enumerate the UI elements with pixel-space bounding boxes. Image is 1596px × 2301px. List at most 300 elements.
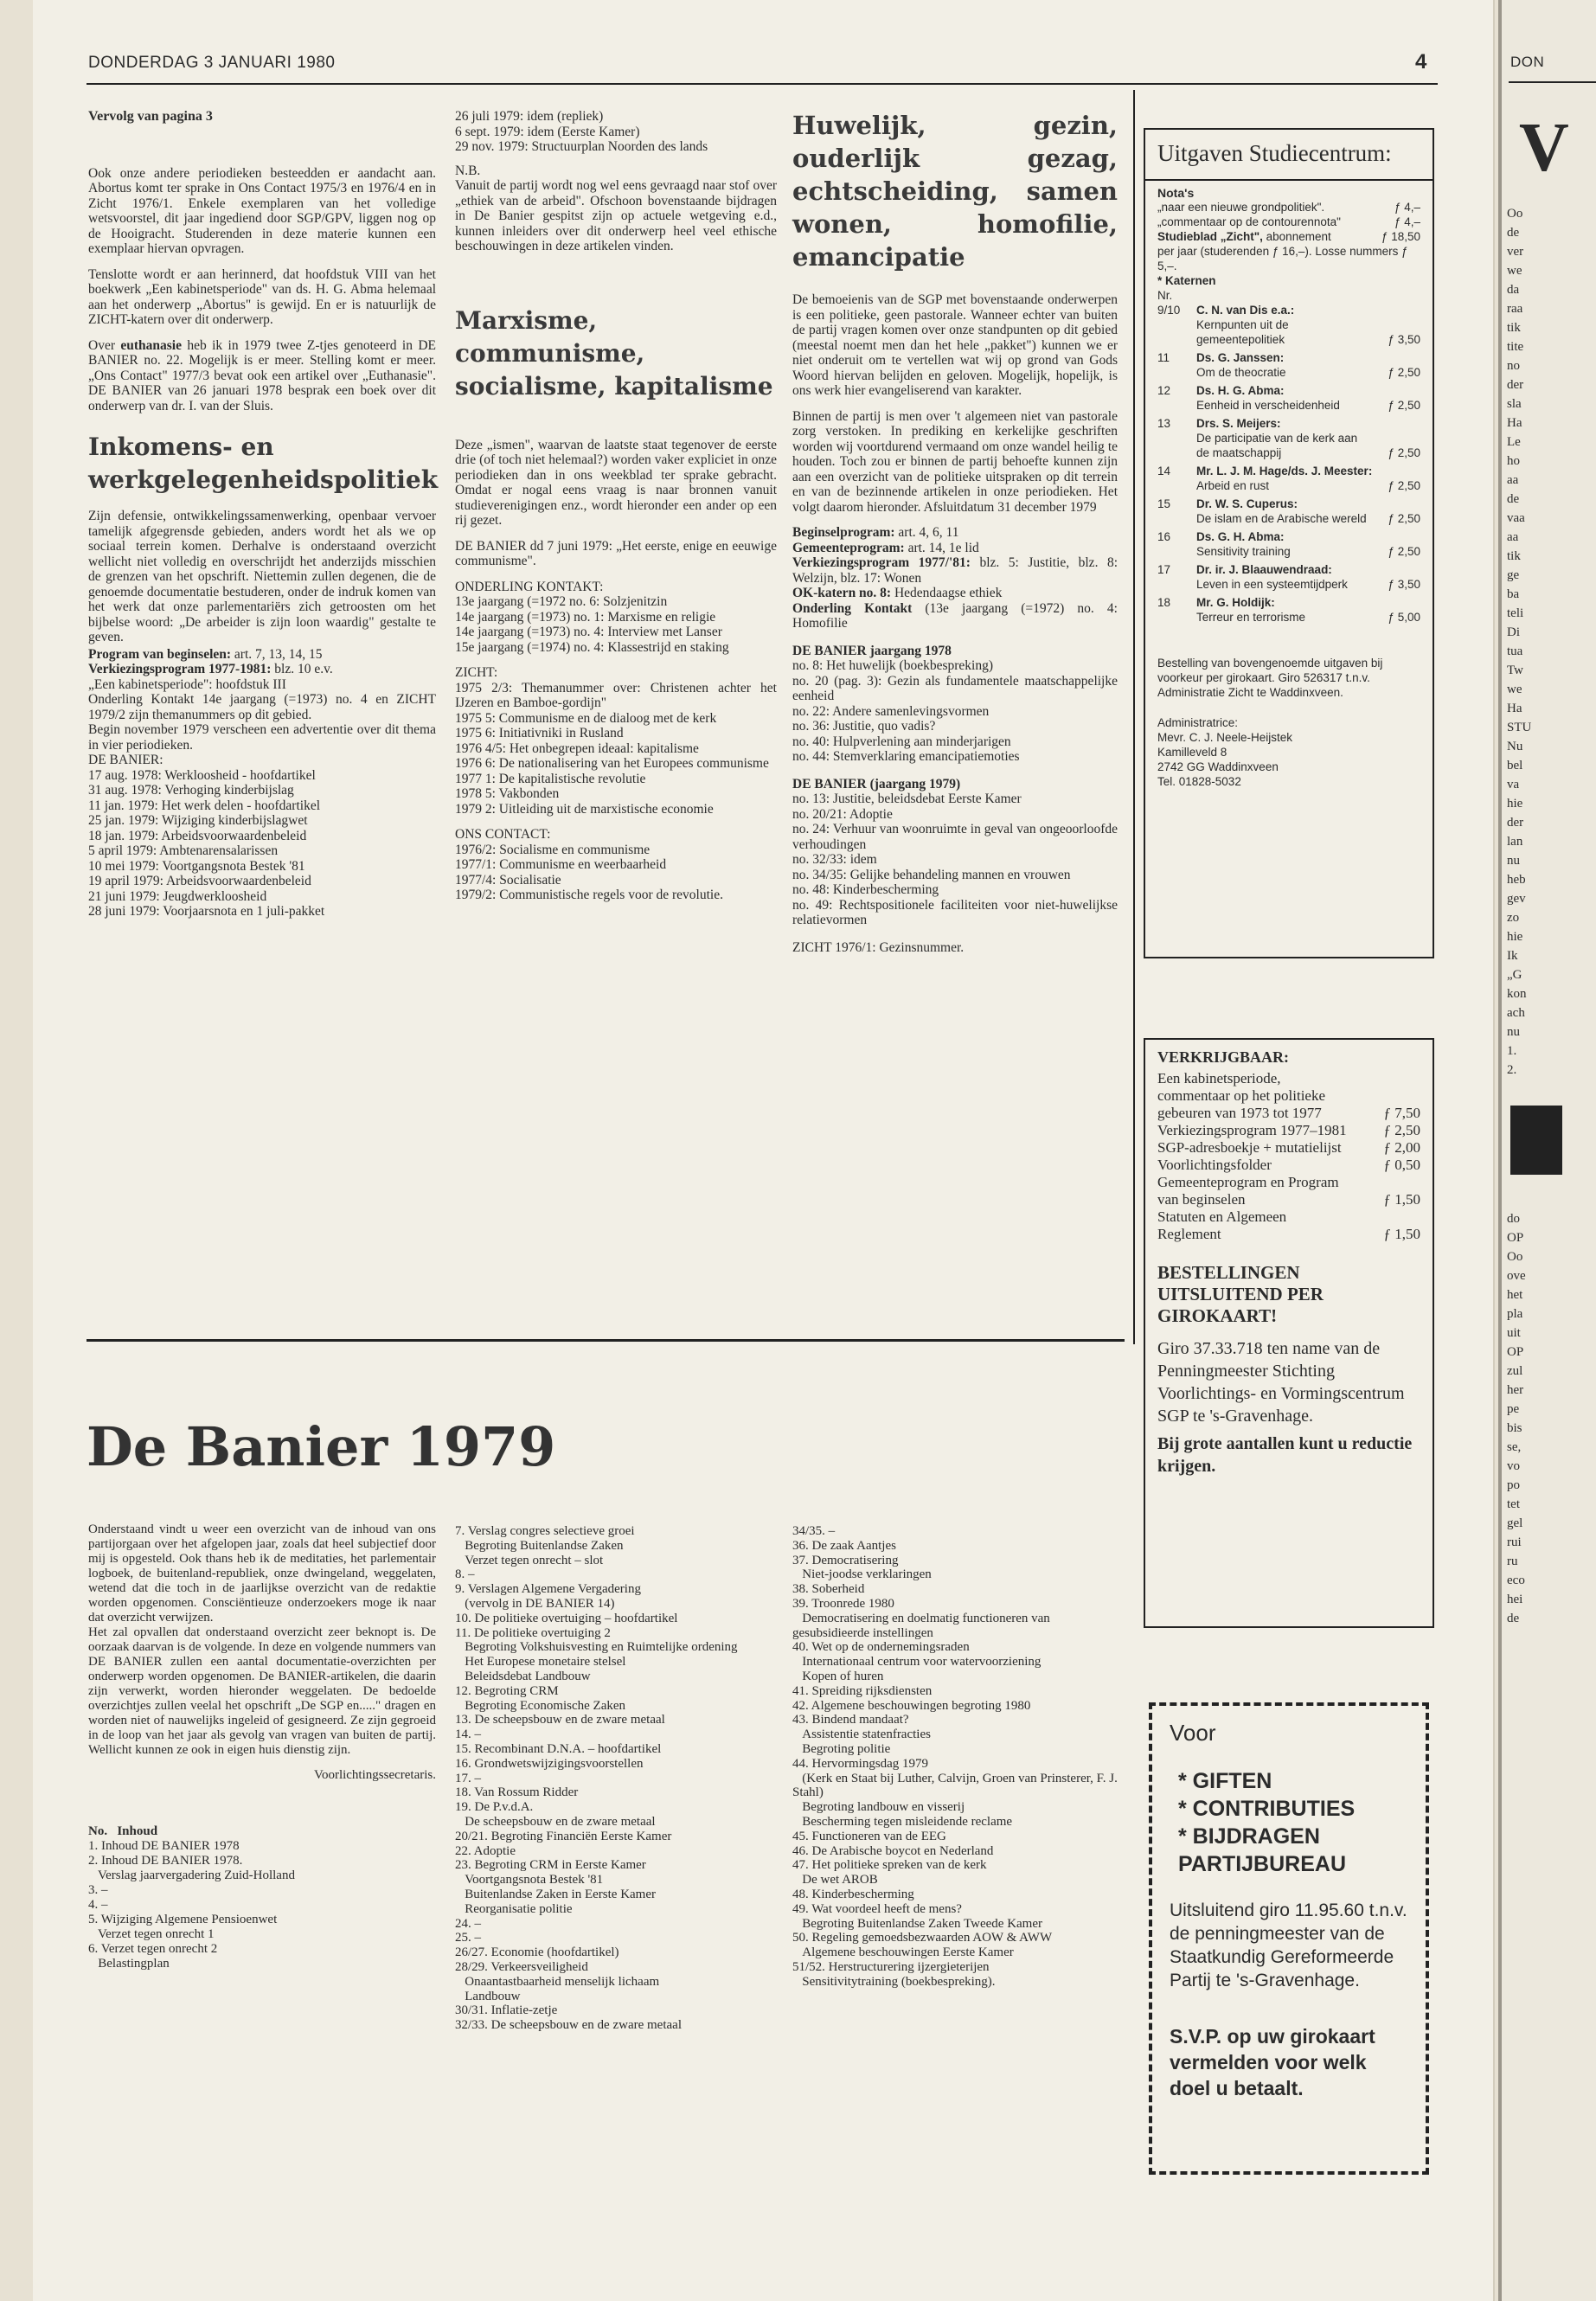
- list-item: 14. –: [455, 1727, 481, 1742]
- list-item: 46. De Arabische boycot en Nederland: [792, 1843, 994, 1858]
- list-item: 51/52. Herstructurering ijzergieterijen: [792, 1959, 990, 1974]
- list-item: Verzet tegen onrecht – slot: [455, 1553, 604, 1567]
- katernen-list: [1157, 303, 1420, 625]
- next-page-fragment: tua: [1507, 644, 1523, 658]
- address-line: 2742 GG Waddinxveen: [1157, 760, 1279, 773]
- list-item: 10. De politieke overtuiging – hoofdartikel: [455, 1611, 678, 1625]
- nb-text: Vanuit de partij wordt nog wel eens gevraagd naar stof over „ethiek van de arbeid". Ofschoon bovenstaande bijdragen in De Banier gespitst zijn op actuele wetgeving e.d., kunnen inleiders over dit onderwerp heel veel ethische beschouwingen in deze artikelen vinden.: [455, 178, 777, 253]
- list-item: Niet-joodse verklaringen: [792, 1567, 932, 1582]
- list-item: 25 jan. 1979: Wijziging kinderbijslagwet: [88, 813, 308, 828]
- inhoud-list: [455, 1524, 777, 2033]
- next-page-text: [1502, 1209, 1596, 1628]
- list-item: De wet AROB: [792, 1873, 878, 1888]
- katern-title: De islam en de Arabische wereld ƒ 2,50: [1196, 512, 1420, 525]
- price-row: Verkiezingsprogram 1977–1981 ƒ 2,50: [1157, 1122, 1420, 1138]
- section-rule: [87, 1339, 1125, 1342]
- next-page-initial: V: [1519, 110, 1569, 186]
- next-page-fragment: tik: [1507, 549, 1521, 563]
- paragraph: Zijn defensie, ontwikkelingssamenwerking, openbaar vervoer tamelijk afgegrensde gebieden, anders wordt het als we op sociaal terrein komen. Derhalve is onderstaand overzicht wellicht niet volledig en overschrijdt het anderzijds misschien de grenzen van het opschrift. Niettemin zullen degenen, die de genoemde documentatie bestuderen, onder de indruk komen van het werk dat onze parlementariërs zich getroosten om het bijbelse woord: „De arbeider is zijn loon waardig" gestalte te geven.: [88, 509, 436, 644]
- list-item: no. 24: Verhuur van woonruimte in geval van ongeoorloofde verhoudingen: [792, 822, 1118, 852]
- ref-line: Verkiezingsprogram 1977-1981: blz. 10 e.v.: [88, 662, 333, 676]
- list-item: Belastingplan: [88, 1957, 170, 1971]
- list-item: Onaantastbaarheid menselijk lichaam: [455, 1974, 660, 1989]
- katern-item: 17 Dr. ir. J. Blaauwendraad:: [1157, 563, 1332, 576]
- list-item: no. 34/35: Gelijke behandeling mannen en vrouwen: [792, 867, 1071, 882]
- next-page-fragment: „G: [1507, 968, 1522, 982]
- katern-title: Arbeid en rust ƒ 2,50: [1196, 479, 1420, 492]
- list-item: 17. –: [455, 1771, 481, 1785]
- katern-item: 14 Mr. L. J. M. Hage/ds. J. Meester:: [1157, 465, 1373, 478]
- list-item: no. 32/33: idem: [792, 852, 877, 867]
- list-item: 7. Verslag congres selectieve groei: [455, 1524, 635, 1538]
- list-item: 18 jan. 1979: Arbeidsvoorwaardenbeleid: [88, 828, 307, 843]
- paragraph: DE BANIER dd 7 juni 1979: „Het eerste, enige en eeuwige communisme".: [455, 538, 777, 568]
- list-item: 1975 6: Initiativniki in Rusland: [455, 726, 624, 740]
- next-page-date: DON: [1510, 54, 1545, 70]
- next-page-fragment: po: [1507, 1478, 1520, 1492]
- list-item: Algemene beschouwingen Eerste Kamer: [792, 1945, 1014, 1960]
- list-item: 18. Van Rossum Ridder: [455, 1785, 579, 1800]
- katern-title: Eenheid in verscheidenheid ƒ 2,50: [1196, 399, 1420, 412]
- list-item: 1976/2: Socialisme en communisme: [455, 842, 651, 857]
- next-page-fragment: 1.: [1507, 1044, 1517, 1058]
- paragraph: Het zal opvallen dat onderstaand overzicht zeer beknopt is. De oorzaak daarvan is de volgende. In deze en volgende nummers van DE BANIER zullen een aantal documentatie-overzichten per onderwerp worden opgenomen. De BANIER-artikelen, die daarin zijn verwerkt, worden hieronder weggelaten. De bedoelde overzichtjes zullen veelal het opschrift „De SGP en....." dragen en worden niet of nauwelijks ingeleid of gesigneerd. Ze zijn gegroeid in de loop van het jaar als gevolg van vragen van buiten de partij. Wellicht kunnen ze ook in eigen huis dienstig zijn.: [88, 1625, 436, 1757]
- list-item: no. 13: Justitie, beleidsdebat Eerste Kamer: [792, 792, 1022, 806]
- next-page-fragment: ver: [1507, 245, 1524, 259]
- list-item: no. 20 (pag. 3): Gezin als fundamentele maatschappelijke eenheid: [792, 673, 1118, 703]
- list-item: 23. Begroting CRM in Eerste Kamer: [455, 1858, 646, 1873]
- voor-item: * BIJDRAGEN: [1178, 1824, 1320, 1849]
- list-label: DE BANIER:: [88, 753, 163, 767]
- list-item: 24. –: [455, 1916, 481, 1931]
- list-item: 50. Regeling gemoedsbezwaarden AOW & AWW: [792, 1931, 1053, 1945]
- list-item: 25. –: [455, 1931, 481, 1945]
- list-item: 43. Bindend mandaat?: [792, 1713, 909, 1727]
- katern-title: Leven in een systeemtijdperk ƒ 3,50: [1196, 578, 1420, 591]
- list-item: 2. Inhoud DE BANIER 1978.: [88, 1854, 243, 1868]
- list-label: ONDERLING KONTAKT:: [455, 579, 604, 594]
- page-number: 4: [1415, 50, 1427, 74]
- admin-address: [1157, 730, 1420, 789]
- list-item: no. 20/21: Adoptie: [792, 806, 893, 822]
- reductie-note: Bij grote aantallen kunt u reductie krijgen.: [1157, 1434, 1413, 1476]
- list-item: 37. Democratisering: [792, 1553, 899, 1567]
- paragraph: Tenslotte wordt er aan herinnerd, dat hoofdstuk VIII van het boekwerk „Een kabinetsperiode" van ds. H. G. Abma helemaal aan het onderwerp „Abortus" is gewijd. En er is natuurlijk de ZICHT-katern over dit onderwerp.: [88, 266, 436, 327]
- price-row: Studieblad „Zicht", abonnement ƒ 18,50: [1157, 230, 1420, 243]
- next-page-fragment: Tw: [1507, 663, 1523, 677]
- list-item: 45. Functioneren van de EEG: [792, 1829, 946, 1843]
- box-title: Uitgaven Studiecentrum:: [1157, 140, 1392, 166]
- list-item: 14e jaargang (=1973) no. 4: Interview met Lanser: [455, 625, 722, 639]
- banier-list: [88, 768, 436, 920]
- list-item: 1976 6: De nationalisering van het Europees communisme: [455, 756, 769, 771]
- next-page-fragment: Oo: [1507, 207, 1523, 221]
- list-item: 10 mei 1979: Voortgangsnota Bestek '81: [88, 858, 305, 874]
- list-label: DE BANIER jaargang 1978: [792, 643, 952, 658]
- list-item: 3. –: [88, 1883, 108, 1897]
- katern-title: Terreur en terrorisme ƒ 5,00: [1196, 611, 1420, 624]
- list-item: 15e jaargang (=1974) no. 4: Klassestrijd en staking: [455, 639, 729, 655]
- list-item: 6 sept. 1979: idem (Eerste Kamer): [455, 124, 640, 139]
- next-page-fragment: aa: [1507, 530, 1519, 544]
- next-page-fragment: nu: [1507, 1025, 1520, 1039]
- bestel-note: BESTELLINGEN UITSLUITEND PER GIROKAART!: [1157, 1262, 1324, 1326]
- zicht-list: [455, 681, 777, 817]
- paragraph: Deze „ismen", waarvan de laatste staat tegenover de eerste drie (of toch niet helemaal?) worden vaker expliciet in onze periodieken dan in ons weekblad ter sprake gebracht. Omdat er nogal eens vraag is naar bronnen vanuit studieverenigingen enz., wordt hieronder een ander op een rij gezet.: [455, 437, 777, 528]
- list-item: Sensitivitytraining (boekbespreking).: [792, 1974, 996, 1989]
- next-page-fragment: zul: [1507, 1364, 1523, 1378]
- ref-line: Beginselprogram: art. 4, 6, 11: [792, 525, 959, 540]
- price-row: „naar een nieuwe grondpolitiek". ƒ 4,–: [1157, 201, 1420, 214]
- list-item: Verslag jaarvergadering Zuid-Holland: [88, 1868, 295, 1882]
- next-page-fragment: de: [1507, 1612, 1520, 1625]
- next-page-fragment: bel: [1507, 759, 1523, 772]
- ref-line: Onderling Kontakt (13e jaargang (=1972) no. 4: Homofilie: [792, 600, 1118, 631]
- next-page-fragment: gev: [1507, 892, 1526, 906]
- next-page-fragment: der: [1507, 378, 1524, 392]
- next-page-fragment: OP: [1507, 1345, 1524, 1359]
- ref-line: Begin november 1979 verscheen een advertentie over dit thema in vier periodieken.: [88, 722, 436, 753]
- list-label: ZICHT:: [455, 665, 498, 680]
- list-item: 1977/4: Socialisatie: [455, 872, 561, 888]
- header-rule: [87, 83, 1438, 85]
- next-page-fragment: het: [1507, 1288, 1523, 1302]
- next-page-fragment: pla: [1507, 1307, 1523, 1321]
- next-page-fragment: se,: [1507, 1440, 1522, 1454]
- nr-label: Nr.: [1157, 289, 1173, 302]
- next-page-fragment: lan: [1507, 835, 1523, 849]
- katern-title: Kernpunten uit de gemeentepolitiek ƒ 3,50: [1196, 318, 1420, 346]
- next-page-fragment: de: [1507, 492, 1520, 506]
- next-page-text: [1502, 204, 1596, 1080]
- studieblad-note: per jaar (studerenden ƒ 16,–). Losse nummers ƒ 5,–.: [1157, 245, 1408, 272]
- list-item: 6. Verzet tegen onrecht 2: [88, 1942, 218, 1956]
- list-item: 32/33. De scheepsbouw en de zware metaal: [455, 2018, 682, 2033]
- list-item: Assistentie statenfracties: [792, 1727, 931, 1742]
- admin-label: Administratrice:: [1157, 716, 1239, 729]
- list-item: 1977/1: Communisme en weerbaarheid: [455, 857, 667, 872]
- list-item: Bescherming tegen misleidende reclame: [792, 1814, 1013, 1829]
- next-page-fragment: nu: [1507, 854, 1520, 868]
- list-item: 20/21. Begroting Financiën Eerste Kamer: [455, 1829, 672, 1843]
- list-item: Begroting Volkshuisvesting en Ruimtelijke ordening: [455, 1640, 738, 1655]
- next-page-fragment: uit: [1507, 1326, 1521, 1340]
- next-page-fragment: Ik: [1507, 949, 1518, 963]
- next-page-fragment: OP: [1507, 1231, 1524, 1245]
- list-item: 44. Hervormingsdag 1979: [792, 1756, 929, 1771]
- katern-title: Sensitivity training ƒ 2,50: [1196, 545, 1420, 558]
- list-label: DE BANIER (jaargang 1979): [792, 776, 961, 792]
- next-page-fragment: we: [1507, 264, 1522, 278]
- ref-line: Program van beginselen: art. 7, 13, 14, 15: [88, 646, 323, 662]
- list-item: 36. De zaak Aantjes: [792, 1538, 896, 1553]
- paragraph: Onderstaand vindt u weer een overzicht van de inhoud van ons partijorgaan over het afgelopen jaar, zoals dat heel subjectief door mij is opgesteld. Ook thans heb ik de meditaties, het parlementair logboek, de buitenland-republiek, onze dwingeland, weggelaten, wetend dat die toch in de jaarlijkse overzicht van de redaktie worden opgenomen. Consciëntieuze onderzoekers moge ik naar dat overzicht verwijzen.: [88, 1522, 436, 1625]
- ref-line: OK-katern no. 8: Hedendaagse ethiek: [792, 586, 1003, 600]
- list-item: no. 36: Justitie, quo vadis?: [792, 719, 936, 734]
- list-item: Democratisering en doelmatig functioneren van gesubsidieerde instellingen: [792, 1611, 1054, 1640]
- list-item: 17 aug. 1978: Werkloosheid - hoofdartikel: [88, 767, 316, 783]
- next-page-fragment: teli: [1507, 606, 1524, 620]
- list-item: 19 april 1979: Arbeidsvoorwaardenbeleid: [88, 874, 311, 888]
- next-page-fragment: Oo: [1507, 1250, 1523, 1264]
- next-page-fragment: sla: [1507, 397, 1522, 411]
- bestelling-note: Bestelling van bovengenoemde uitgaven bij voorkeur per girokaart. Giro 526317 t.n.v. Administratie Zicht te Waddinxveen.: [1157, 657, 1383, 699]
- article-title: De Banier 1979: [87, 1415, 556, 1478]
- next-page-fragment: gel: [1507, 1516, 1523, 1530]
- next-page-fragment: STU: [1507, 721, 1532, 734]
- next-page-fragment: her: [1507, 1383, 1524, 1397]
- list-item: Voortgangsnota Bestek '81: [455, 1873, 604, 1888]
- next-page-fragment: rui: [1507, 1535, 1522, 1549]
- list-item: 22. Adoptie: [455, 1843, 516, 1858]
- next-page-fragment: hie: [1507, 797, 1523, 811]
- list-item: 5 april 1979: Ambtenarensalarissen: [88, 843, 279, 858]
- next-page-fragment: ru: [1507, 1554, 1518, 1568]
- column-2: [455, 109, 777, 903]
- next-page-fragment: tik: [1507, 321, 1521, 335]
- list-item: Reorganisatie politie: [455, 1901, 573, 1916]
- list-item: 11. De politieke overtuiging 2: [455, 1625, 611, 1640]
- list-item: 28 juni 1979: Voorjaarsnota en 1 juli-pakket: [88, 904, 325, 919]
- price-row: Statuten en Algemeen Reglement ƒ 1,50: [1157, 1208, 1420, 1242]
- paragraph: Ook onze andere periodieken besteedden er aandacht aan. Abortus komt ter sprake in Ons Contact 1975/3 en 1976/4 en in Zicht 1976/1. Enkele exemplaren van het volledige wetsvoorstel, dit jaar ingediend door SGP/GPV, liggen nog op de Hooigracht. Studerenden in deze materie kunnen een exemplaar hiervan opvragen.: [88, 165, 436, 256]
- next-page-fragment: 2.: [1507, 1063, 1517, 1077]
- price-row: Gemeenteprogram en Program van beginselen ƒ 1,50: [1157, 1174, 1420, 1208]
- list-item: Begroting landbouw en visserij: [792, 1800, 965, 1815]
- next-page-fragment: tite: [1507, 340, 1524, 354]
- list-item: 42. Algemene beschouwingen begroting 1980: [792, 1698, 1031, 1713]
- nota-label: Nota's: [1157, 186, 1195, 200]
- list-item: Begroting politie: [792, 1741, 891, 1756]
- list-item: Begroting Buitenlandse Zaken: [455, 1538, 624, 1553]
- list-item: 11 jan. 1979: Het werk delen - hoofdartikel: [88, 798, 321, 813]
- list-item: 26 juli 1979: idem (repliek): [455, 109, 604, 124]
- page-date: DONDERDAG 3 JANUARI 1980: [88, 54, 336, 72]
- next-page-fragment: hei: [1507, 1593, 1523, 1606]
- katern-item: 18 Mr. G. Holdijk:: [1157, 596, 1275, 609]
- voor-list: [1178, 1767, 1408, 1878]
- voor-item: * GIFTEN: [1178, 1769, 1272, 1793]
- list-item: Begroting Buitenlandse Zaken Tweede Kamer: [792, 1916, 1042, 1931]
- next-page-fragment: we: [1507, 683, 1522, 696]
- list-item: 38. Soberheid: [792, 1582, 865, 1597]
- ref-line: Gemeenteprogram: art. 14, 1e lid: [792, 540, 979, 555]
- price-row: SGP-adresboekje + mutatielijst ƒ 2,00: [1157, 1139, 1420, 1156]
- list-item: Verzet tegen onrecht 1: [88, 1927, 215, 1941]
- katern-title: De participatie van de kerk aan de maatschappij ƒ 2,50: [1196, 432, 1420, 459]
- next-page-fragment: raa: [1507, 302, 1523, 316]
- next-page-fragment: Nu: [1507, 740, 1523, 753]
- next-page-fragment: vo: [1507, 1459, 1520, 1473]
- banier-intro: [88, 1522, 436, 1971]
- list-item: 9. Verslagen Algemene Vergadering: [455, 1582, 641, 1597]
- nb-label: N.B.: [455, 163, 481, 178]
- list-item: no. 40: Hulpverlening aan minderjarigen: [792, 734, 1011, 749]
- next-page-fragment: vaa: [1507, 511, 1525, 525]
- katernen-label: * Katernen: [1157, 274, 1216, 287]
- list-item: 1978 5: Vakbonden: [455, 786, 560, 801]
- next-page-fragment: ba: [1507, 587, 1520, 601]
- vervolg-label: Vervolg van pagina 3: [88, 109, 213, 124]
- list-item: 34/35. –: [792, 1524, 836, 1538]
- next-page-fragment: der: [1507, 816, 1524, 830]
- price-row: „commentaar op de contourennota" ƒ 4,–: [1157, 215, 1420, 228]
- next-page-fragment: kon: [1507, 987, 1527, 1001]
- ok-list: [455, 594, 777, 655]
- list-item: 49. Wat voordeel heeft de mens?: [792, 1901, 962, 1916]
- list-item: 1975 5: Communisme en de dialoog met de kerk: [455, 710, 717, 726]
- list-item: 21 juni 1979: Jeugdwerkloosheid: [88, 888, 267, 904]
- inhoud-header: No. Inhoud: [88, 1824, 158, 1838]
- list-item: 48. Kinderbescherming: [792, 1887, 914, 1901]
- list-item: De scheepsbouw en de zware metaal: [455, 1814, 656, 1829]
- verkrijgbaar-list: [1157, 1070, 1420, 1243]
- voor-item: PARTIJBUREAU: [1178, 1852, 1346, 1876]
- katern-item: 13 Drs. S. Meijers:: [1157, 417, 1281, 430]
- next-page-edge: [1498, 0, 1596, 2301]
- list-item: Beleidsdebat Landbouw: [455, 1669, 591, 1683]
- list-item: 40. Wet op de ondernemingsraden: [792, 1640, 970, 1655]
- list-item: 1. Inhoud DE BANIER 1978: [88, 1839, 240, 1853]
- next-page-fragment: Ha: [1507, 702, 1522, 715]
- list-item: 31 aug. 1978: Verhoging kinderbijslag: [88, 783, 294, 798]
- next-page-fragment: Ha: [1507, 416, 1522, 430]
- newspaper-page: [33, 0, 1495, 2301]
- ref-line: Verkiezingsprogram 1977/'81: blz. 5: Justitie, blz. 8: Welzijn, blz. 17: Wonen: [792, 555, 1118, 586]
- date-list: [455, 109, 777, 155]
- next-page-fragment: pe: [1507, 1402, 1520, 1416]
- list-item: 12. Begroting CRM: [455, 1683, 559, 1698]
- list-item: no. 49: Rechtspositionele faciliteiten voor niet-huwelijkse relatievormen: [792, 897, 1118, 927]
- list-item: 41. Spreiding rijksdiensten: [792, 1683, 933, 1698]
- voor-box: [1149, 1702, 1429, 2175]
- uitgaven-box: [1144, 128, 1434, 958]
- banier-1978-list: [792, 658, 1118, 765]
- address-line: Tel. 01828-5032: [1157, 775, 1241, 788]
- giro-note: Uitsluitend giro 11.95.60 t.n.v. de penningmeester van de Staatkundig Gereformeerde Partij te 's-Gravenhage.: [1170, 1900, 1407, 1990]
- katern-item: 9/10 C. N. van Dis e.a.:: [1157, 304, 1295, 317]
- list-label: ONS CONTACT:: [455, 827, 551, 842]
- column-rule: [1133, 90, 1135, 1344]
- address-line: Mevr. C. J. Neele-Heijstek: [1157, 731, 1293, 744]
- ref-line: Onderling Kontakt 14e jaargang (=1973) no. 4 en ZICHT 1979/2 zijn themanummers op dit gebied.: [88, 692, 436, 722]
- katern-item: 15 Dr. W. S. Cuperus:: [1157, 497, 1298, 510]
- list-item: Het Europese monetaire stelsel: [455, 1655, 626, 1670]
- list-item: 16. Grondwetswijzigingsvoorstellen: [455, 1756, 644, 1771]
- next-page-fragment: heb: [1507, 873, 1526, 887]
- list-item: 13e jaargang (=1972 no. 6: Solzjenitzin: [455, 594, 668, 609]
- column-3: [792, 109, 1118, 955]
- giro-note: Giro 37.33.718 ten name van de Penningmeester Stichting Voorlichtings- en Vormingscentrum SGP te 's-Gravenhage.: [1157, 1339, 1405, 1426]
- list-item: 8. –: [455, 1567, 475, 1582]
- list-item: 29 nov. 1979: Structuurplan Noorden des lands: [455, 139, 708, 154]
- list-item: 1975 2/3: Themanummer over: Christenen achter het IJzeren en Bamboe-gordijn": [455, 680, 777, 710]
- price-row: Een kabinetsperiode, commentaar op het politieke gebeuren van 1973 tot 1977 ƒ 7,50: [1157, 1070, 1420, 1121]
- next-page-fragment: ach: [1507, 1006, 1525, 1020]
- banier-1979-list: [792, 792, 1118, 928]
- next-page-fragment: eco: [1507, 1574, 1525, 1587]
- next-page-fragment: Di: [1507, 625, 1520, 639]
- section-heading: Marxisme, communisme, socialisme, kapitalisme: [455, 305, 773, 401]
- inhoud-list: [792, 1524, 1121, 1990]
- voor-item: * CONTRIBUTIES: [1178, 1797, 1356, 1821]
- paragraph: De bemoeienis van de SGP met bovenstaande onderwerpen is een politieke, geen pastorale. Wanneer echter van buiten de partij vragen komen over onze standpunten op dit gebied (meestal noemt men dan het hele „pakket") kunnen we er niet onderuit om te vertellen wat wij op grond van Gods Woord hiervan belijden en geloven. Mogelijk, hopelijk, is ons werk hier evangeliserend van karakter.: [792, 292, 1118, 398]
- list-item: no. 22: Andere samenlevingsvormen: [792, 703, 990, 719]
- section-heading: Huwelijk, gezin, ouderlijk gezag, echtscheiding, samen wonen, homofilie, emancipatie: [792, 111, 1118, 272]
- list-item: Internationaal centrum voor watervoorziening: [792, 1655, 1042, 1670]
- list-item: 30/31. Inflatie-zetje: [455, 2003, 558, 2018]
- address-line: Kamilleveld 8: [1157, 746, 1227, 759]
- list-item: no. 48: Kinderbescherming: [792, 882, 939, 897]
- section-heading: Inkomens- en werkgelegenheidspolitiek: [88, 433, 439, 494]
- next-page-fragment: bis: [1507, 1421, 1522, 1435]
- katern-item: 11 Ds. G. Janssen:: [1157, 351, 1285, 364]
- verkrijgbaar-box: [1144, 1038, 1434, 1628]
- list-item: 28/29. Verkeersveiligheid: [455, 1959, 588, 1974]
- next-page-fragment: de: [1507, 226, 1520, 240]
- ref-line: „Een kabinetsperiode": hoofdstuk III: [88, 676, 286, 692]
- list-item: Buitenlandse Zaken in Eerste Kamer: [455, 1887, 657, 1901]
- list-item: Kopen of huren: [792, 1669, 884, 1683]
- inhoud-list: [88, 1839, 436, 1971]
- next-page-fragment: hie: [1507, 930, 1523, 944]
- list-item: 1977 1: De kapitalistische revolutie: [455, 771, 646, 786]
- next-page-fragment: no: [1507, 359, 1520, 373]
- list-item: 1979 2: Uitleiding uit de marxistische economie: [455, 801, 714, 817]
- column-1: [88, 109, 439, 920]
- oc-list: [455, 843, 777, 903]
- list-item: Landbouw: [455, 1989, 521, 2003]
- next-page-fragment: ove: [1507, 1269, 1526, 1283]
- next-page-fragment: do: [1507, 1212, 1520, 1226]
- voor-label: Voor: [1170, 1720, 1216, 1746]
- list-item: 39. Troonrede 1980: [792, 1596, 894, 1611]
- next-page-fragment: da: [1507, 283, 1520, 297]
- list-item: 14e jaargang (=1973) no. 1: Marxisme en religie: [455, 609, 716, 625]
- next-page-fragment: zo: [1507, 911, 1520, 925]
- list-item: 19. De P.v.d.A.: [455, 1800, 534, 1815]
- paragraph: Binnen de partij is men over 't algemeen niet van pastorale zorg verstoken. In prediking en kerkelijke geschriften worden wij voortdurend vermaand om onze wandel heilig te houden. Toch zou er binnen de partij behoefte kunnen zijn aan een overzicht van de politieke uitspraken op dit terrein en van de bezinnende artikelen in onze periodieken. Het volgt daarom hieronder. Afsluitdatum 31 december 1979: [792, 408, 1118, 515]
- next-page-fragment: aa: [1507, 473, 1519, 487]
- list-item: 15. Recombinant D.N.A. – hoofdartikel: [455, 1741, 662, 1756]
- next-page-fragment: tet: [1507, 1497, 1520, 1511]
- list-item: (Kerk en Staat bij Luther, Calvijn, Groen van Prinsterer, F. J. Stahl): [792, 1771, 1121, 1800]
- list-item: 47. Het politieke spreken van de kerk: [792, 1858, 987, 1873]
- katern-item: 12 Ds. H. G. Abma:: [1157, 384, 1285, 397]
- list-item: 13. De scheepsbouw en de zware metaal: [455, 1713, 665, 1727]
- next-page-fragment: Le: [1507, 435, 1521, 449]
- svp-note: S.V.P. op uw girokaart vermelden voor welk doel u betaalt.: [1170, 2025, 1375, 2099]
- list-item: 1976 4/5: Het onbegrepen ideaal: kapitalisme: [455, 740, 699, 756]
- box-title: VERKRIJGBAAR:: [1157, 1048, 1290, 1066]
- signature: Voorlichtingssecretaris.: [314, 1768, 436, 1782]
- price-row: Voorlichtingsfolder ƒ 0,50: [1157, 1157, 1420, 1173]
- zicht-line: ZICHT 1976/1: Gezinsnummer.: [792, 939, 965, 955]
- ref-list: [792, 525, 1118, 631]
- list-item: no. 8: Het huwelijk (boekbespreking): [792, 658, 994, 673]
- paragraph: Over euthanasie heb ik in 1979 twee Z-tjes genoteerd in DE BANIER no. 22. Mogelijk is er meer. Stelling komt er meer. „Ons Contact" 1977/3 bevat ook een artikel over „Euthanasie". DE BANIER van 26 januari 1978 besprak een boek over dit onderwerp van dr. I. van der Sluis.: [88, 337, 436, 413]
- list-item: no. 44: Stemverklaring emancipatiemoties: [792, 749, 1020, 764]
- list-item: 26/27. Economie (hoofdartikel): [455, 1945, 619, 1960]
- list-item: 5. Wijziging Algemene Pensioenwet: [88, 1913, 278, 1926]
- list-item: Begroting Economische Zaken: [455, 1698, 626, 1713]
- katern-item: 16 Ds. G. H. Abma:: [1157, 530, 1285, 543]
- next-page-fragment: va: [1507, 778, 1520, 792]
- list-item: 4. –: [88, 1898, 108, 1912]
- list-item: (vervolg in DE BANIER 14): [455, 1596, 615, 1611]
- next-page-fragment: ge: [1507, 568, 1520, 582]
- next-page-fragment: ho: [1507, 454, 1520, 468]
